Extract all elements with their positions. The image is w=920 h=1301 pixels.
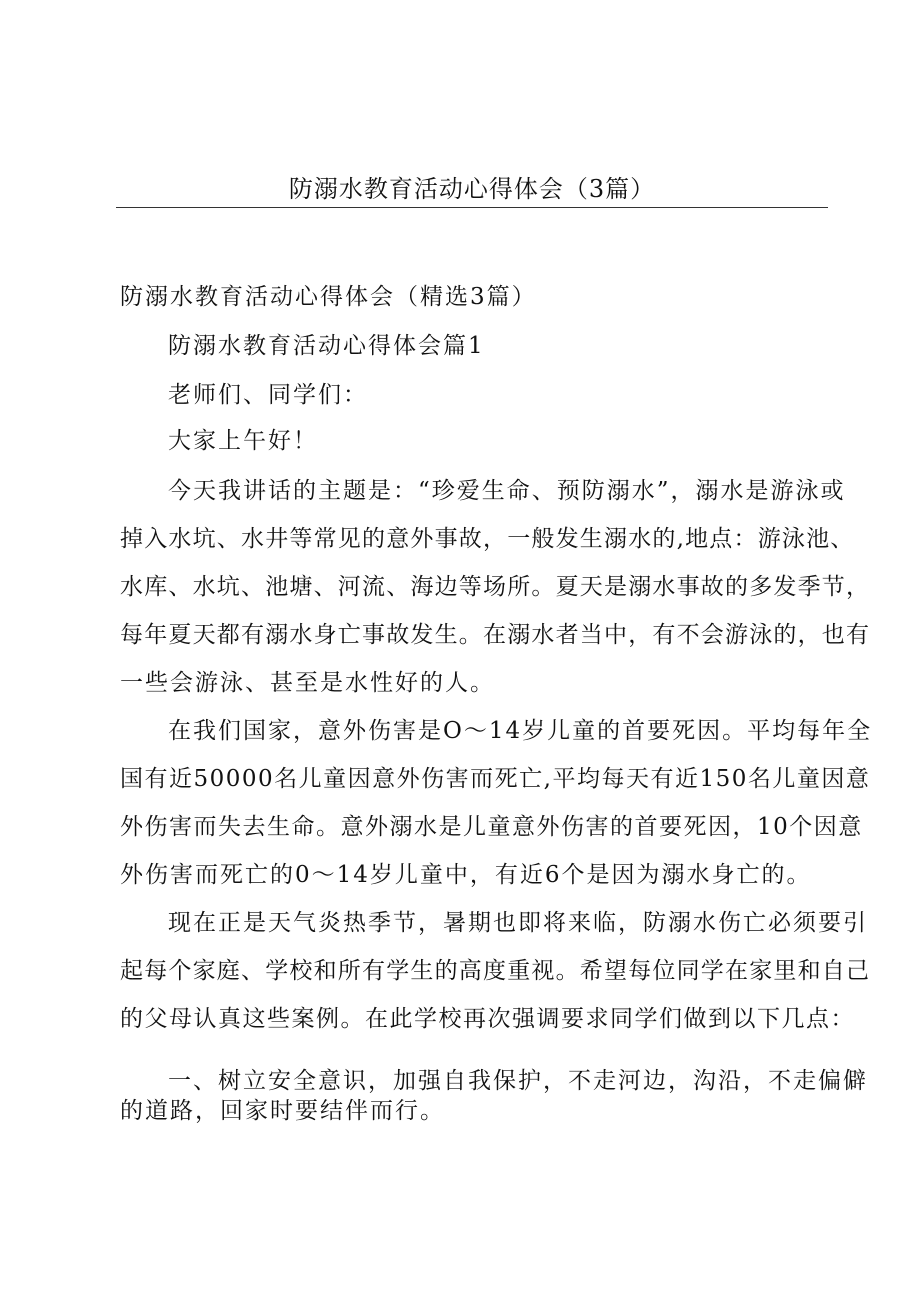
paragraph-2-line-3: 外伤害而失去生命。意外溺水是儿童意外伤害的首要死因，10个因意: [120, 814, 863, 840]
paragraph-1-line-2: 掉入水坑、水井等常见的意外事故，一般发生溺水的,地点：游泳池、: [120, 526, 855, 552]
paragraph-1-line-4: 每年夏天都有溺水身亡事故发生。在溺水者当中，有不会游泳的，也有: [120, 622, 871, 648]
section-heading: 防溺水教育活动心得体会篇1: [168, 333, 485, 359]
paragraph-3-line-3: 的父母认真这些案例。在此学校再次强调要求同学们做到以下几点：: [120, 1006, 855, 1032]
subtitle-line: 防溺水教育活动心得体会（精选3篇）: [120, 284, 537, 310]
paragraph-1-line-5: 一些会游泳、甚至是水性好的人。: [120, 670, 495, 696]
document-title: 防溺水教育活动心得体会（3篇）: [288, 175, 656, 203]
paragraph-3-line-2: 起每个家庭、学校和所有学生的高度重视。希望每位同学在家里和自己: [120, 958, 871, 984]
paragraph-4-line-2: 的道路，回家时要结伴而行。: [120, 1098, 445, 1124]
paragraph-4-line-1: 一、树立安全意识，加强自我保护，不走河边，沟沿，不走偏僻: [168, 1068, 868, 1094]
salutation-line: 老师们、同学们：: [168, 382, 368, 408]
paragraph-1-line-1: 今天我讲话的主题是：“珍爱生命、预防溺水”，溺水是游泳或: [168, 478, 846, 504]
paragraph-2-line-4: 外伤害而死亡的0～14岁儿童中，有近6个是因为溺水身亡的。: [120, 862, 812, 888]
paragraph-2-line-2: 国有近50000名儿童因意外伤害而死亡,平均每天有近150名儿童因意: [120, 766, 871, 792]
paragraph-2-line-1: 在我们国家，意外伤害是O～14岁儿童的首要死因。平均每年全: [168, 718, 873, 744]
title-underline: [116, 207, 828, 208]
greeting-line: 大家上午好！: [168, 428, 318, 454]
paragraph-3-line-1: 现在正是天气炎热季节，暑期也即将来临，防溺水伤亡必须要引: [168, 910, 868, 936]
paragraph-1-line-3: 水库、水坑、池塘、河流、海边等场所。夏天是溺水事故的多发季节，: [120, 574, 871, 600]
